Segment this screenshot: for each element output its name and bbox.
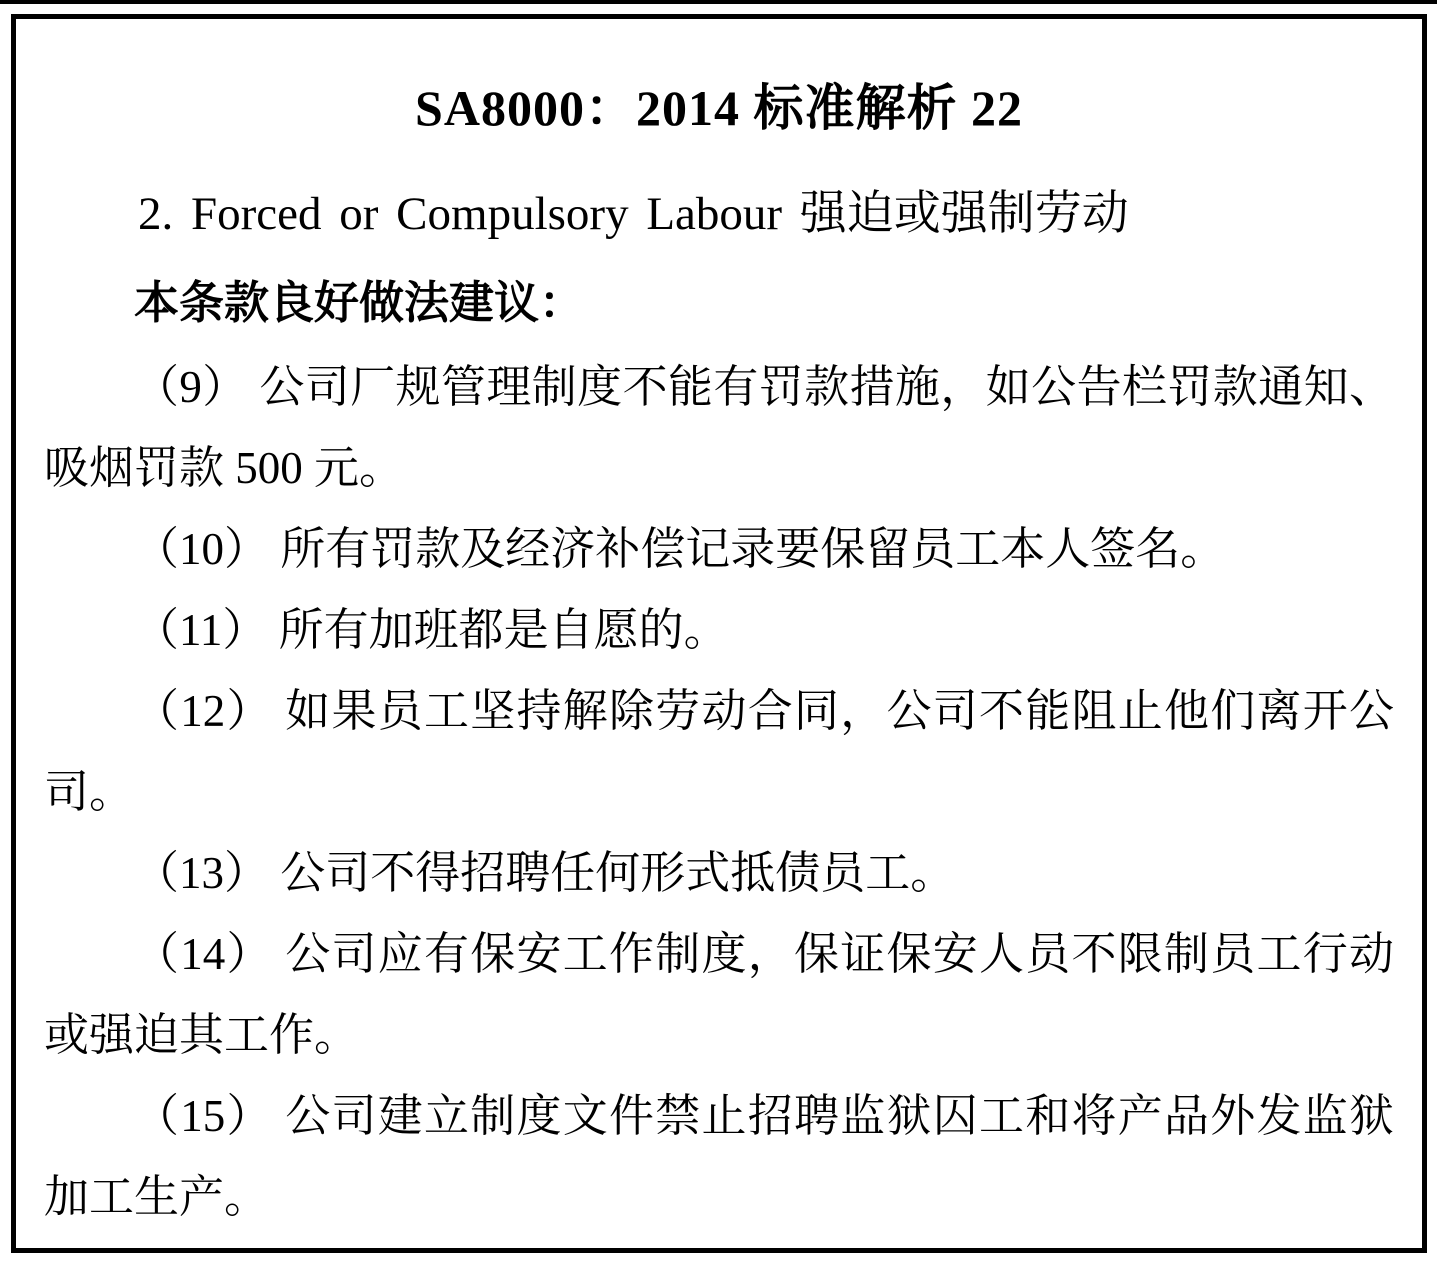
paragraph-item-13: （13） 公司不得招聘任何形式抵债员工。: [134, 848, 956, 898]
paragraph-item-12: （12） 如果员工坚持解除劳动合同，公司不能阻止他们离开公司。: [44, 686, 1394, 817]
clause-subtitle: 2. Forced or Compulsory Labour 强迫或强制劳动: [138, 188, 1129, 240]
paragraph-item-10: （10） 所有罚款及经济补偿记录要保留员工本人签名。: [134, 524, 1226, 574]
paragraph-item-15: （15） 公司建立制度文件禁止招聘监狱囚工和将产品外发监狱加工生产。: [44, 1091, 1394, 1222]
document-page-border: [11, 14, 1427, 1253]
paragraph-item-11: （11） 所有加班都是自愿的。: [134, 605, 729, 655]
paragraph-list: [44, 347, 1394, 1238]
document-title: SA8000：2014 标准解析 22: [415, 80, 1023, 136]
paragraph-item-14: （14） 公司应有保安工作制度，保证保安人员不限制员工行动或强迫其工作。: [44, 929, 1394, 1060]
scan-edge-artifact: [0, 0, 1437, 4]
paragraph-item-9: （9） 公司厂规管理制度不能有罚款措施，如公告栏罚款通知、吸烟罚款 500 元。: [44, 362, 1394, 493]
section-heading: 本条款良好做法建议：: [134, 277, 585, 328]
